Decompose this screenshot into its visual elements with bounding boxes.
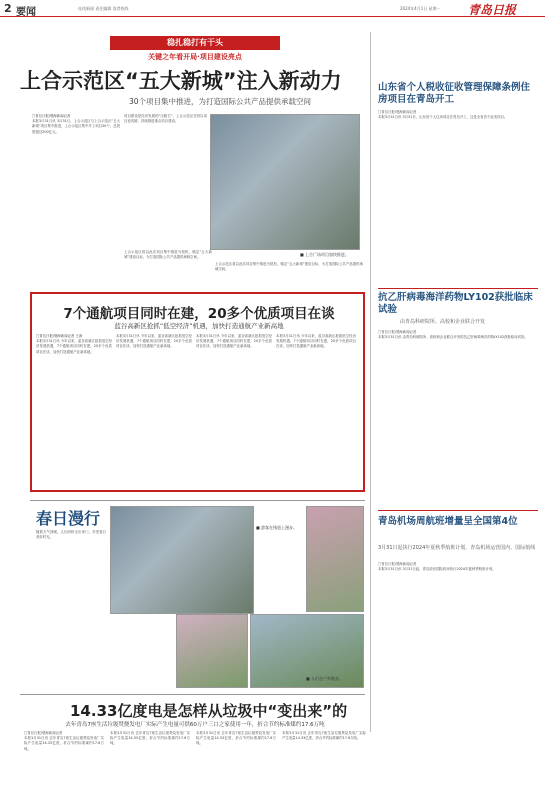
right-story3-title: 青岛机场周航班增量呈全国第4位: [378, 516, 518, 527]
top-story-body-mid: 项目建设是经济发展的“压舱石”，上合示范区坚持以项目论英雄，持续推进重点项目建设。: [124, 114, 207, 124]
top-story-body-right: 上合示范区将以此次项目集中推进为契机，锚定“五大新城”建设目标，为打造国际公共产品提供承载空间。: [124, 250, 212, 260]
bottom-col-1: [24, 731, 104, 786]
newspaper-logo: 青岛日报: [468, 3, 517, 17]
feature-col-3: 本报3月31日讯 今年以来，蓝谷高新区抢抓低空经济发展机遇，7个通航项目同时在建，20多个优质项目在谈，加快打造通航产业新高地。: [196, 334, 272, 349]
bottom-story-subtitle: 去年青岛7座生活垃圾焚烧发电厂实际产生电量可供60万户三口之家使用一年，折合节约标准煤约17.6万吨: [65, 722, 325, 728]
feature-col-4: 本报3月31日讯 今年以来，蓝谷高新区抢抓低空经济发展机遇，7个通航项目同时在建，20多个优质项目在谈，加快打造通航产业新高地。: [276, 334, 356, 349]
bottom-text-1: 本报3月31日讯 去年青岛7座生活垃圾焚烧发电厂实际产生电量14.33亿度，折合节约标准煤约17.6万吨。: [24, 736, 104, 751]
top-story-text-1: 本报3月31日讯 3月31日，上合示范区与上合示范区“五大新城”项目集中推进，上合示范区集中开工项目30个，总投资超过200亿元。: [32, 119, 120, 134]
feature-byline: □青岛日报/观海新闻记者 王涛: [36, 334, 83, 338]
top-story-subtitle: 30个项目集中推进，为打造国际公共产品提供承载空间: [128, 97, 312, 106]
feature-title: 7个通航项目同时在建，20多个优质项目在谈: [63, 306, 335, 322]
right-story3-text: 本报3月31日讯 3月31日起，青岛胶东国际机场执行2024年夏秋季航班计划。: [378, 567, 496, 572]
section-name: 要闻: [16, 7, 36, 18]
kicker-box: 稳扎稳打有干头: [110, 36, 280, 50]
spring-caption-3: ■ 人们在户外散步。: [306, 676, 344, 681]
spring-photo-1: [110, 506, 254, 614]
column-divider: [370, 32, 371, 732]
bottom-story-title: 14.33亿度电是怎样从垃圾中“变出来”的: [70, 702, 348, 720]
right-story3-byline: □青岛日报/观海新闻记者: [378, 562, 417, 566]
masthead-meta: 连线新闻 责任编辑 读者热线: [78, 6, 129, 11]
spring-body: 随着天气回暖，人们纷纷走出家门，享受春日美好时光。: [36, 530, 106, 540]
right-story2-byline: □青岛日报/观海新闻记者: [378, 330, 417, 334]
bottom-col-4: 本报3月31日讯 去年青岛7座生活垃圾焚烧发电厂实际产生电量14.33亿度，折合节约标准煤约17.6万吨。: [282, 731, 366, 741]
top-story-body-extra: 上合示范区将以此次项目集中推进为契机，锚定“五大新城”建设目标，为打造国际公共产品提供承载空间。: [215, 262, 363, 272]
feature-box: [30, 292, 365, 492]
right-story2-body: [378, 330, 538, 500]
top-story-byline: □青岛日报/观海新闻记者: [32, 114, 71, 118]
bottom-byline: □青岛日报/观海新闻记者: [24, 731, 63, 735]
masthead: [0, 0, 545, 17]
page-number: 2: [4, 2, 12, 15]
bottom-col-3: 本报3月31日讯 去年青岛7座生活垃圾焚烧发电厂实际产生电量14.33亿度，折合节约标准煤约17.6万吨。: [196, 731, 276, 746]
feature-col-1: [36, 334, 112, 484]
top-story-title: 上合示范区“五大新城”注入新动力: [20, 69, 342, 93]
kicker-sub: 关键之年看开局·项目建设亮点: [148, 53, 242, 61]
section-rule: [378, 288, 538, 289]
right-story1-text: 本报3月31日讯 3月31日，山东省个人住房项目在青岛开工，这是全省首个此类项目。: [378, 115, 508, 120]
right-story2-title: 抗乙肝病毒海洋药物LY102获批临床试验: [378, 292, 533, 315]
spring-photo-3: [176, 614, 248, 688]
feature-col-2: 本报3月31日讯 今年以来，蓝谷高新区抢抓低空经济发展机遇，7个通航项目同时在建，20多个优质项目在谈，加快打造通航产业新高地。: [116, 334, 192, 349]
section-rule-2: [378, 510, 538, 511]
bottom-col-2: 本报3月31日讯 去年青岛7座生活垃圾焚烧发电厂实际产生电量14.33亿度，折合节约标准煤约17.6万吨。: [110, 731, 190, 746]
right-story2-sub: 由青岛科研院所、高校和企业联合开发: [400, 319, 486, 325]
top-story-body-left: [32, 114, 120, 284]
right-story3-sub: 3月31日起执行2024年夏秋季航班计划，青岛机场运营国内、国际航线: [378, 545, 536, 551]
right-story1-byline: □青岛日报/观海新闻记者: [378, 110, 417, 114]
right-story2-text: 本报3月31日讯 由青岛科研院所、高校和企业联合开发的抗乙肝病毒海洋药物LY102获批临床试验。: [378, 335, 528, 340]
spring-photo-2: [306, 506, 364, 612]
photo-caption: ■ 上合广场项目加快推进。: [300, 252, 350, 257]
feature-subtitle: 蓝谷高新区抢抓“低空经济”机遇，加快打造通航产业新高地: [114, 322, 284, 330]
right-story1-body: [378, 110, 538, 280]
feature-text-1: 本报3月31日讯 今年以来，蓝谷高新区抢抓低空经济发展机遇，7个通航项目同时在建，20多个优质项目在谈，加快打造通航产业新高地。: [36, 339, 112, 354]
spring-rule: [30, 500, 365, 501]
right-story1-title: 山东省个人税收征收管理保障条例住房项目在青岛开工: [378, 82, 531, 105]
bottom-rule: [20, 694, 365, 695]
construction-photo: [210, 114, 360, 250]
right-story3-body: [378, 562, 538, 782]
masthead-date: 2024年4月1日 星期一: [400, 6, 441, 11]
spring-title: 春日漫行: [36, 509, 101, 528]
spring-caption-1: ■ 游客在栈道上漫步。: [256, 525, 298, 530]
